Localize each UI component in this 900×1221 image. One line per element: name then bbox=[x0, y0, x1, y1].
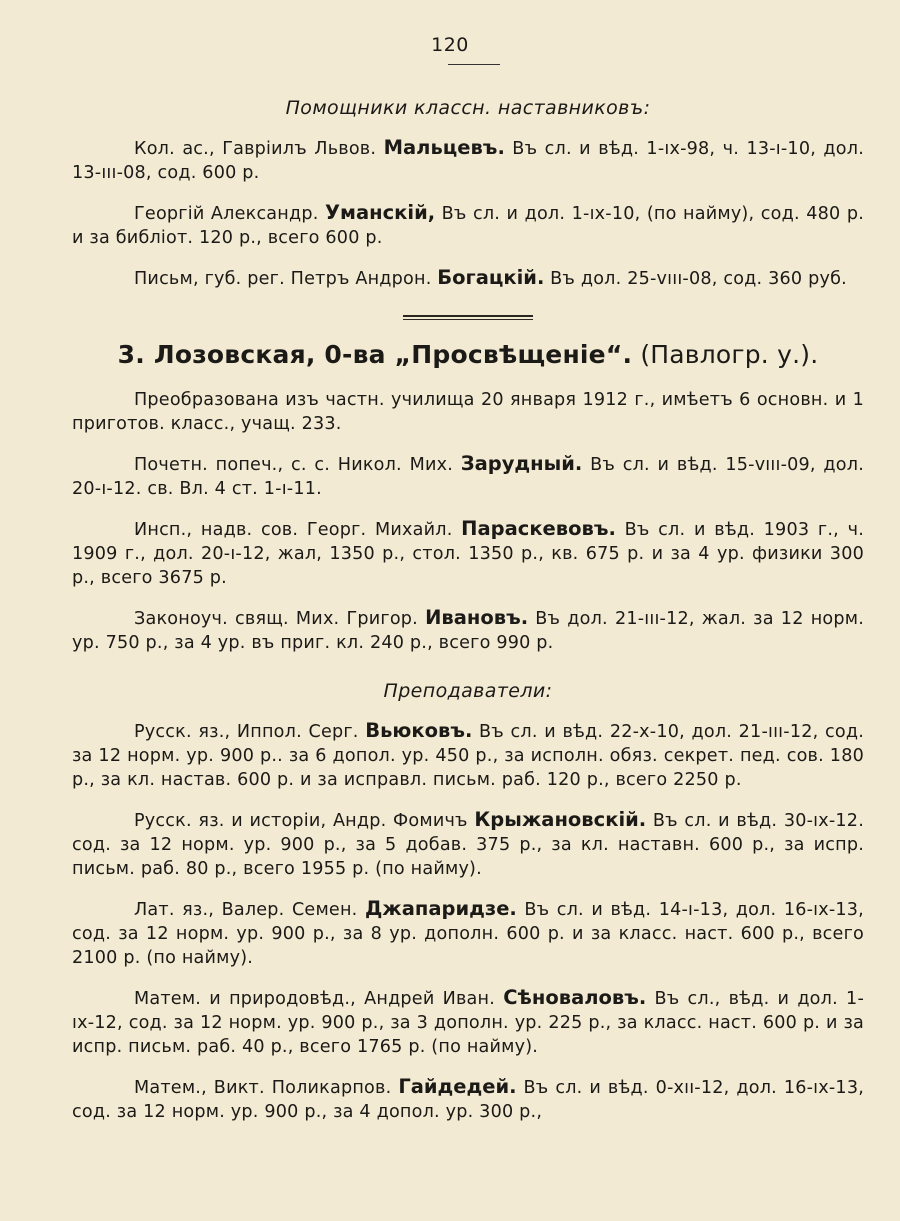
person-name: Мальцевъ. bbox=[383, 136, 505, 159]
page-content bbox=[72, 96, 864, 1124]
teachers-heading: Преподаватели: bbox=[383, 680, 553, 702]
person-name: Крыжановскій. bbox=[474, 808, 647, 831]
entry-paragraph: Матем. и природовѣд., Андрей Иван. Сѣноваловъ. Въ сл., вѣд. и дол. 1-ıх-12, сод. за 12 норм. ур. 900 р., за 3 дополн. ур. 225 р., за класс. наст. 600 р. и за испр. письм. раб. 40 р., всего 1765 р. (по найму). bbox=[72, 986, 864, 1057]
section-divider bbox=[403, 315, 533, 320]
entry-paragraph: Русск. яз., Иппол. Серг. Вьюковъ. Въ сл. и вѣд. 22-х-10, дол. 21-ııı-12, сод. за 12 норм. ур. 900 р.. за 6 допол. ур. 450 р., за исполн. обяз. секрет. пед. сов. 180 р., за кл. настав. 600 р. и за исправл. письм. раб. 120 р., всего 2250 р. bbox=[72, 719, 864, 790]
entry-paragraph: Георгій Александр. Уманскій, Въ сл. и дол. 1-ıх-10, (по найму), сод. 480 р. и за библіот. 120 р., всего 600 р. bbox=[72, 201, 864, 248]
page-number: 120 bbox=[431, 34, 469, 56]
person-name: Гайдедей. bbox=[398, 1075, 517, 1098]
page-number-rule bbox=[448, 64, 500, 65]
entry-paragraph: Письм, губ. рег. Петръ Андрон. Богацкій. Въ дол. 25-vııı-08, сод. 360 руб. bbox=[134, 266, 847, 289]
person-name: Параскевовъ. bbox=[461, 517, 616, 540]
person-name: Богацкій. bbox=[437, 266, 545, 289]
entry-paragraph: Русск. яз. и исторіи, Андр. Фомичъ Крыжановскій. Въ сл. и вѣд. 30-ıх-12. сод. за 12 норм. ур. 900 р., за 5 добав. 375 р., за кл. наставн. 600 р., за испр. письм. раб. 80 р., всего 1955 р. (по найму). bbox=[72, 808, 864, 879]
entry-paragraph: Инсп., надв. сов. Георг. Михайл. Параскевовъ. Въ сл. и вѣд. 1903 г., ч. 1909 г., дол. 20-ı-12, жал, 1350 р., стол. 1350 р., кв. 675 р. и за 4 ур. физики 300 р., всего 3675 р. bbox=[72, 517, 864, 588]
entry-paragraph: Кол. ас., Гавріилъ Львов. Мальцевъ. Въ сл. и вѣд. 1-ıх-98, ч. 13-ı-10, дол. 13-ııı-08, сод. 600 р. bbox=[72, 136, 864, 183]
entry-paragraph: Законоуч. свящ. Мих. Григор. Ивановъ. Въ дол. 21-ııı-12, жал. за 12 норм. ур. 750 р., за 4 ур. въ приг. кл. 240 р., всего 990 р. bbox=[72, 606, 865, 653]
person-name: Джапаридзе. bbox=[364, 897, 517, 920]
entry-paragraph: Матем., Викт. Поликарпов. Гайдедей. Въ сл. и вѣд. 0-хıı-12, дол. 16-ıх-13, сод. за 12 норм. ур. 900 р., за 4 допол. ур. 300 р., bbox=[72, 1075, 865, 1122]
entry-paragraph: Почетн. попеч., с. с. Никол. Мих. Зарудный. Въ сл. и вѣд. 15-vııı-09, дол. 20-ı-12. св. Вл. 4 ст. 1-ı-11. bbox=[72, 452, 864, 499]
person-name: Уманскій, bbox=[324, 201, 436, 224]
person-name: Зарудный. bbox=[460, 452, 583, 475]
person-name: Сѣноваловъ. bbox=[503, 986, 647, 1009]
entry-paragraph: Лат. яз., Валер. Семен. Джапаридзе. Въ сл. и вѣд. 14-ı-13, дол. 16-ıх-13, сод. за 12 норм. ур. 900 р., за 8 ур. дополн. 600 р. и за класс. наст. 600 р., всего 2100 р. (по найму). bbox=[72, 897, 864, 968]
person-name: Ивановъ. bbox=[425, 606, 529, 629]
section-intro: Преобразована изъ частн. училища 20 января 1912 г., имѣетъ 6 основн. и 1 приготов. класс., учащ. 233. bbox=[72, 390, 864, 434]
assistants-heading: Помощники классн. наставниковъ: bbox=[285, 97, 651, 119]
person-name: Вьюковъ. bbox=[365, 719, 473, 742]
section-title: 3. Лозовская, 0-ва „Просвѣщеніе“. (Павлогр. у.). bbox=[117, 340, 819, 369]
